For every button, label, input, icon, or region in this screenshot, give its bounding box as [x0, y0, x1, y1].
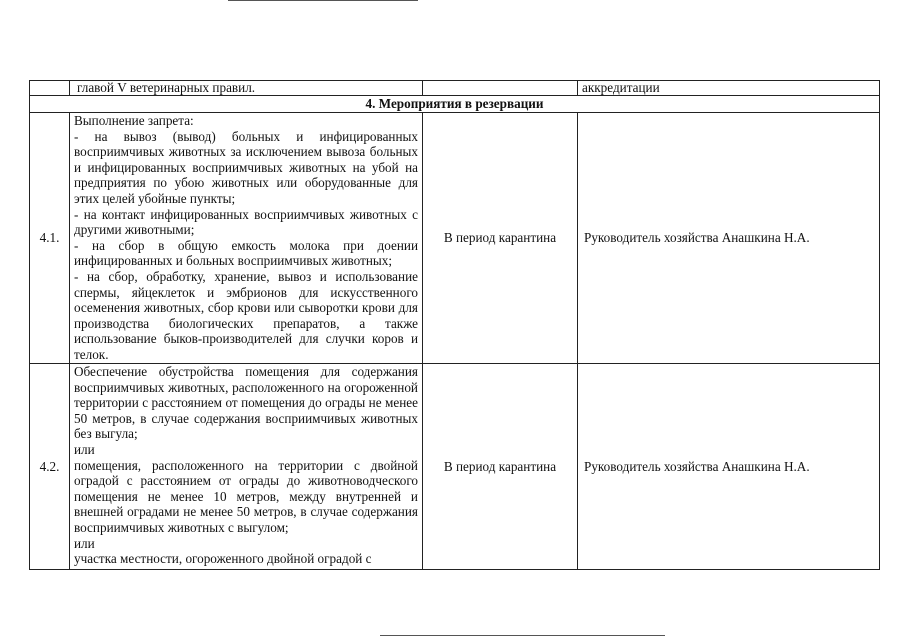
- scan-edge-top: [228, 0, 418, 1]
- section-title: 4. Мероприятия в резервации: [30, 96, 880, 113]
- section-header-row: [30, 96, 880, 113]
- action-line: - на вывоз (вывод) больных и инфицированных восприимчивых животных за исключением вывоза больных и инфицированных восприимчивых животных на убой на предприятия по убою животных или оборудованные для этих целей убойные пункты;: [74, 128, 418, 206]
- action-line: помещения, расположенного на территории с двойной оградой с расстоянием от ограды до животноводческого помещения не менее 10 метров, между внутренней и внешней оградами не менее 50 метров, в случае содержания восприимчивых животных с выгулом;: [74, 457, 418, 535]
- table-row: [30, 364, 880, 570]
- responsible-cell: Руководитель хозяйства Анашкина Н.А.: [578, 364, 880, 570]
- scan-edge-bottom: [380, 635, 665, 636]
- action-line: - на сбор, обработку, хранение, вывоз и использование спермы, яйцеклеток и эмбрионов для искусственного осеменения животных, сбор крови или сыворотки крови для производства биологических препаратов, а также использование быков-производителей для случки коров и телок.: [74, 268, 418, 362]
- table-row-continued: [30, 81, 880, 96]
- responsible-cell: аккредитации: [578, 81, 880, 96]
- item-number: 4.2.: [30, 364, 70, 570]
- responsible-cell: Руководитель хозяйства Анашкина Н.А.: [578, 113, 880, 364]
- action-line: - на сбор в общую емкость молока при доении инфицированных и больных восприимчивых животных;: [74, 237, 418, 269]
- action-line: - на контакт инфицированных восприимчивых животных с другими животными;: [74, 206, 418, 238]
- number-cell: [30, 81, 70, 96]
- term-cell: [423, 81, 578, 96]
- action-cell: главой V ветеринарных правил.: [70, 81, 423, 96]
- action-line: участка местности, огороженного двойной оградой с: [74, 551, 372, 567]
- action-line: или: [74, 441, 95, 457]
- action-line: или: [74, 535, 95, 551]
- item-number: 4.1.: [30, 113, 70, 364]
- term-cell: В период карантина: [423, 113, 578, 364]
- action-cell: [70, 364, 423, 570]
- action-cell: [70, 113, 423, 364]
- action-cell-content: [74, 364, 418, 569]
- table-row: [30, 113, 880, 364]
- term-cell: В период карантина: [423, 364, 578, 570]
- action-line: Выполнение запрета:: [74, 113, 194, 128]
- measures-table: [29, 80, 880, 570]
- action-line: Обеспечение обустройства помещения для содержания восприимчивых животных, расположенного на огороженной территории с расстоянием от помещения до ограды не менее 50 метров, в случае содержания восприимчивых животных без выгула;: [74, 364, 418, 442]
